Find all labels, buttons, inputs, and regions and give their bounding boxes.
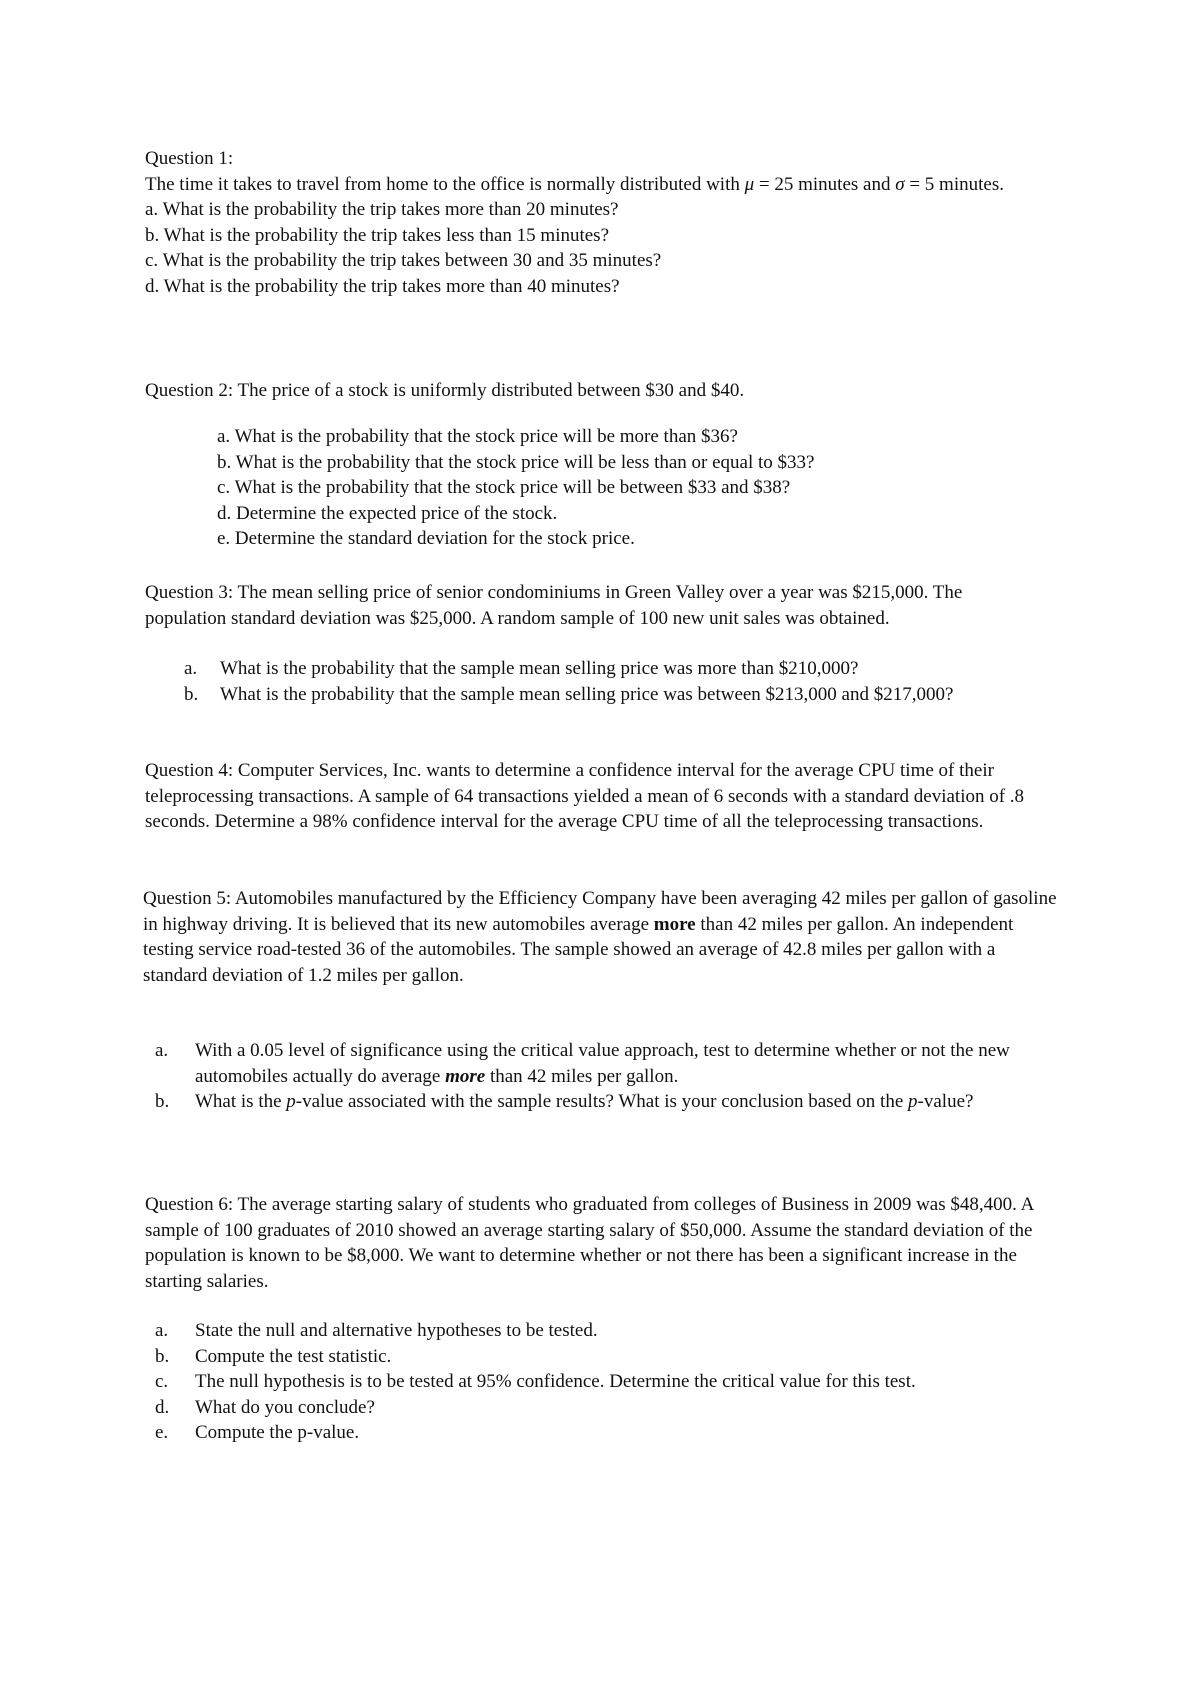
question-6-items: [155, 1318, 1015, 1446]
question-2-item: a. What is the probability that the stock price will be more than $36?: [217, 426, 738, 447]
question-1: [145, 146, 1065, 300]
question-5: [143, 886, 1063, 988]
emphasis-more-italic: more: [445, 1065, 486, 1087]
question-6-item-b: b. Compute the test statistic.: [155, 1345, 392, 1367]
question-1-title: Question 1:: [145, 148, 234, 169]
question-5-item-b: b. What is the p-value associated with the sample results? What is your conclusion based on the p-value?: [155, 1091, 974, 1113]
question-6-item-c: c. The null hypothesis is to be tested at 95% confidence. Determine the critical value for this test.: [155, 1371, 916, 1393]
question-1-item: d. What is the probability the trip takes more than 40 minutes?: [145, 275, 620, 297]
question-3-items: [184, 656, 1004, 707]
question-2-item: d. Determine the expected price of the stock.: [217, 502, 558, 524]
mu-symbol: μ: [744, 173, 755, 195]
question-2: [145, 378, 1065, 404]
sigma-symbol: σ: [895, 173, 905, 195]
question-5-text: Question 5: Automobiles manufactured by the Efficiency Company have been averaging 42 miles per gallon of gasoline in highway driving. It is believed that its new automobiles average more than 42 miles per gallon. An independent testing service road-tested 36 of the automobiles. The sample showed an average of 42.8 miles per gallon with a standard deviation of 1.2 miles per gallon.: [143, 888, 1057, 986]
question-3-text: Question 3: The mean selling price of senior condominiums in Green Valley over a year was $215,000. The population standard deviation was $25,000. A random sample of 100 new unit sales was obtained.: [145, 582, 963, 629]
question-5-item-a: a. With a 0.05 level of significance using the critical value approach, test to determine whether or not the new automobiles actually do average more than 42 miles per gallon.: [155, 1040, 1010, 1087]
question-1-item: b. What is the probability the trip takes less than 15 minutes?: [145, 224, 610, 246]
question-2-item: c. What is the probability that the stock price will be between $33 and $38?: [217, 477, 791, 499]
question-6: [145, 1192, 1065, 1294]
question-3-item-b: b. What is the probability that the sample mean selling price was between $213,000 and $217,000?: [184, 683, 954, 705]
question-1-text: The time it takes to travel from home to the office is normally distributed with μ = 25 minutes and σ = 5 minutes.: [145, 173, 1004, 195]
question-6-item-d: d. What do you conclude?: [155, 1396, 375, 1418]
question-6-item-a: a. State the null and alternative hypotheses to be tested.: [155, 1320, 598, 1341]
question-3-item-a: a. What is the probability that the sample mean selling price was more than $210,000?: [184, 658, 859, 679]
question-6-text: Question 6: The average starting salary of students who graduated from colleges of Business in 2009 was $48,400. A sample of 100 graduates of 2010 showed an average starting salary of $50,000. Assume the standard deviation of the population is known to be $8,000. We want to determine whether or not there has been a significant increase in the starting salaries.: [145, 1194, 1034, 1292]
question-1-item: a. What is the probability the trip takes more than 20 minutes?: [145, 199, 619, 221]
question-2-item: b. What is the probability that the stock price will be less than or equal to $33?: [217, 451, 815, 473]
question-4: [145, 758, 1045, 835]
question-2-items: [217, 424, 1067, 552]
question-2-item: e. Determine the standard deviation for the stock price.: [217, 528, 635, 550]
question-3: [145, 580, 1045, 631]
question-4-text: Question 4: Computer Services, Inc. wants to determine a confidence interval for the average CPU time of their teleprocessing transactions. A sample of 64 transactions yielded a mean of 6 seconds with a standard deviation of .8 seconds. Determine a 98% confidence interval for the average CPU time of all the teleprocessing transactions.: [145, 760, 1025, 833]
emphasis-more: more: [653, 913, 696, 935]
question-2-title: Question 2: The price of a stock is uniformly distributed between $30 and $40.: [145, 380, 745, 401]
question-5-items: [155, 1038, 1035, 1115]
question-6-item-e: e. Compute the p-value.: [155, 1422, 360, 1444]
question-1-item: c. What is the probability the trip takes between 30 and 35 minutes?: [145, 250, 662, 272]
